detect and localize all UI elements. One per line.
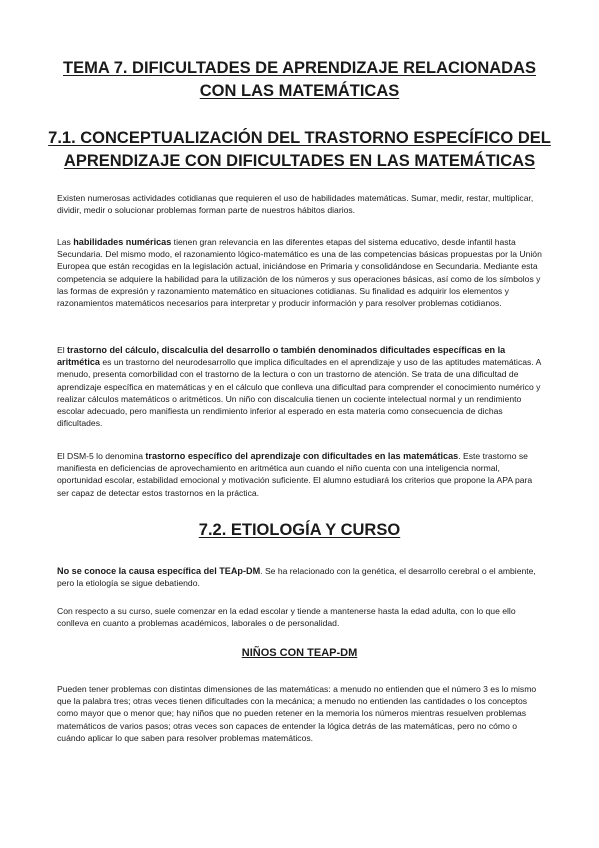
- paragraph-1: Existen numerosas actividades cotidianas que requieren el uso de habilidades matemáticas. Sumar, medir, restar, multiplicar, dividir, medir o solucionar problemas forman parte de nuestros hábitos diarios.: [57, 193, 534, 216]
- section-7-1-line-2: APRENDIZAJE CON DIFICULTADES EN LAS MATEMÁTICAS: [63, 152, 536, 170]
- title-line-1: TEMA 7. DIFICULTADES DE APRENDIZAJE RELACIONADAS: [62, 59, 537, 77]
- title-line-2: CON LAS MATEMÁTICAS: [199, 82, 400, 100]
- paragraph-2: [57, 236, 544, 309]
- paragraph-7: Pueden tener problemas con distintas dimensiones de las matemáticas: a menudo no entienden que el número 3 es lo mismo que la palabra tres; otras veces tienen dificultades con la mecánica; a menudo no entienden las cantidades o los conceptos como mayor que o menor que; hay niños que no pueden retener en la memoria los números mientras resuelven problemas matemáticos de varios pasos; otras veces son capaces de entender la lógica detrás de las matemáticas, pero no cómo o cuándo aplicar lo que saben para resolver problemas matemáticos.: [57, 684, 537, 743]
- paragraph-3-lead: El: [57, 345, 68, 355]
- paragraph-3-emphasis: trastorno del cálculo, discalculia del desarrollo o también denominados dificultades específicas en la aritmética: [57, 345, 506, 368]
- paragraph-2-body: tienen gran relevancia en las diferentes etapas del sistema educativo, desde infantil hasta Secundaria. Del mismo modo, el razonamiento lógico-matemático es una de las competencias básicas propuestas por la Unión Europea que están recogidas en la legislación actual, iniciándose en Primaria y consolidándose en Secundaria. Mediante esta competencia se adquiere la habilidad para la utilización de los números y sus operaciones básicas, así como de los símbolos y las formas de expresión y razonamiento matemático en situaciones cotidianas. Su finalidad es adquirir los elementos y razonamientos matemáticos necesarios para interpretar y producir información y para resolver problemas cotidianos.: [57, 237, 542, 309]
- section-heading-7-2: 7.2. ETIOLOGÍA Y CURSO: [198, 521, 401, 539]
- paragraph-3: [57, 344, 544, 429]
- paragraph-5: [57, 565, 544, 589]
- paragraph-4-body: . Este trastorno se manifiesta en deficiencias de aprovechamiento en aritmética aun cuando el niño cuenta con una inteligencia normal, oportunidad escolar, estabilidad emocional y motivación suficiente. El alumno estudiará los criterios que propone la APA para ser capaz de detectar estos trastornos en la práctica.: [57, 451, 533, 498]
- paragraph-5-body: . Se ha relacionado con la genética, el desarrollo cerebral o el ambiente, pero la etiología se sigue debatiendo.: [57, 566, 536, 589]
- paragraph-5-emphasis: No se conoce la causa específica del TEAp-DM: [57, 566, 261, 576]
- section-heading-7-1: [40, 127, 559, 173]
- paragraph-4-emphasis: trastorno específico del aprendizaje con dificultades en las matemáticas: [145, 451, 459, 461]
- paragraph-4: [57, 450, 544, 499]
- paragraph-2-lead: Las: [57, 237, 74, 247]
- subheading-ninos: NIÑOS CON TEAP-DM: [241, 647, 358, 659]
- paragraph-3-body: es un trastorno del neurodesarrollo que implica dificultades en el aprendizaje y uso de las aptitudes matemáticas. A menudo, presenta comorbilidad con el trastorno de la lectura o con un trastorno de atención. Se trata de una dificultad de aprendizaje específica en matemáticas y en el cálculo que conlleva una dificultad para comprender el conocimiento numérico y realizar cálculos matemáticos o aritméticos. Un niño con discalculia tienen un cociente intelectual normal y un rendimiento escolar adecuado, pero manifiesta un rendimiento inferior al esperado en esta materia como consecuencia de dichas dificultades.: [57, 357, 541, 429]
- paragraph-2-emphasis: habilidades numéricas: [73, 237, 172, 247]
- document-title: [40, 57, 559, 103]
- section-7-1-line-1: 7.1. CONCEPTUALIZACIÓN DEL TRASTORNO ESPECÍFICO DEL: [48, 129, 551, 147]
- paragraph-4-lead: El DSM-5 lo denomina: [57, 451, 146, 461]
- paragraph-6: Con respecto a su curso, suele comenzar en la edad escolar y tiende a mantenerse hasta la edad adulta, con lo que ello conlleva en cuanto a problemas académicos, laborales o de personalidad.: [57, 606, 516, 629]
